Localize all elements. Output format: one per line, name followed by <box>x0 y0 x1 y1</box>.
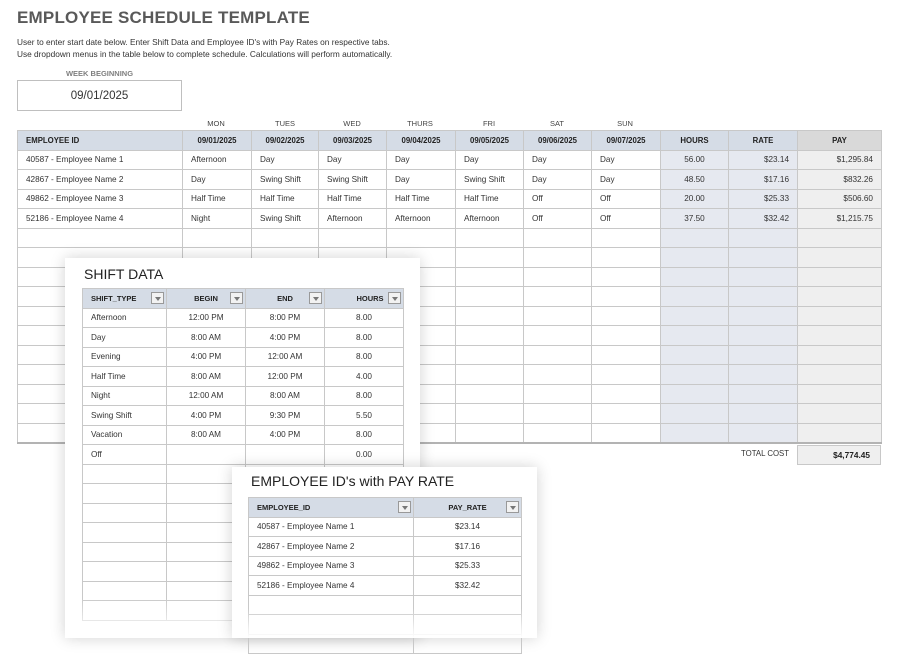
column-header: PAY <box>798 131 882 151</box>
column-header: 09/04/2025 <box>387 131 456 151</box>
table-row <box>18 209 882 229</box>
shift-cell[interactable]: Day <box>524 150 592 170</box>
shift-data-cell[interactable]: 8.00 <box>325 425 404 445</box>
table-row <box>83 367 404 387</box>
filter-dropdown-icon[interactable] <box>309 292 322 304</box>
column-header: 09/06/2025 <box>524 131 592 151</box>
shift-cell[interactable]: Day <box>252 150 319 170</box>
column-header: 09/01/2025 <box>183 131 252 151</box>
shift-data-cell[interactable]: Swing Shift <box>83 406 167 426</box>
shift-data-cell[interactable] <box>83 484 167 504</box>
shift-cell[interactable] <box>456 345 524 365</box>
shift-cell[interactable]: Half Time <box>319 189 387 209</box>
shift-cell[interactable]: Off <box>524 189 592 209</box>
table-row <box>249 556 522 576</box>
shift-cell[interactable]: Half Time <box>456 189 524 209</box>
hours-cell <box>661 248 729 268</box>
filter-dropdown-icon[interactable] <box>398 501 411 513</box>
shift-cell[interactable] <box>456 267 524 287</box>
shift-data-cell[interactable]: 8.00 <box>325 386 404 406</box>
shift-data-cell[interactable]: 8:00 AM <box>167 328 246 348</box>
column-header: 09/02/2025 <box>252 131 319 151</box>
filter-dropdown-icon[interactable] <box>151 292 164 304</box>
shift-cell[interactable] <box>252 228 319 248</box>
day-name: MON <box>207 119 225 128</box>
shift-cell[interactable]: Swing Shift <box>252 170 319 190</box>
employee-cell[interactable]: 40587 - Employee Name 1 <box>18 150 183 170</box>
shift-cell[interactable] <box>456 423 524 443</box>
pay-rate-panel <box>232 467 537 638</box>
rate-cell <box>729 345 798 365</box>
shift-cell[interactable]: Swing Shift <box>252 209 319 229</box>
column-header <box>325 289 404 309</box>
shift-cell[interactable] <box>524 365 592 385</box>
pay-rate-cell[interactable]: $17.16 <box>414 537 522 557</box>
shift-data-cell[interactable]: 8:00 AM <box>167 425 246 445</box>
shift-cell[interactable] <box>456 228 524 248</box>
day-name: THURS <box>407 119 433 128</box>
shift-cell[interactable]: Afternoon <box>387 209 456 229</box>
pay-cell <box>798 267 882 287</box>
shift-cell[interactable] <box>592 287 661 307</box>
shift-cell[interactable]: Day <box>524 170 592 190</box>
shift-cell[interactable]: Day <box>456 150 524 170</box>
shift-data-cell[interactable]: 0.00 <box>325 445 404 465</box>
pay-cell <box>798 365 882 385</box>
column-header: RATE <box>729 131 798 151</box>
shift-cell[interactable]: Off <box>592 209 661 229</box>
rate-cell: $17.16 <box>729 170 798 190</box>
shift-cell[interactable] <box>456 326 524 346</box>
shift-cell[interactable] <box>592 228 661 248</box>
shift-cell[interactable]: Half Time <box>387 189 456 209</box>
shift-data-cell[interactable]: 8:00 AM <box>246 386 325 406</box>
shift-data-cell[interactable]: 12:00 PM <box>167 308 246 328</box>
shift-cell[interactable] <box>387 228 456 248</box>
shift-cell[interactable] <box>524 404 592 424</box>
shift-cell[interactable] <box>456 306 524 326</box>
rate-cell <box>729 306 798 326</box>
shift-cell[interactable]: Afternoon <box>319 209 387 229</box>
table-row <box>249 537 522 557</box>
shift-data-cell[interactable]: Night <box>83 386 167 406</box>
column-header-label: END <box>277 293 293 303</box>
shift-cell[interactable]: Afternoon <box>183 150 252 170</box>
column-header <box>83 289 167 309</box>
page-title: EMPLOYEE SCHEDULE TEMPLATE <box>17 8 310 27</box>
pay-cell <box>798 228 882 248</box>
hours-cell <box>661 345 729 365</box>
table-row <box>249 517 522 537</box>
instruction-line: User to enter start date below. Enter Shift Data and Employee ID's with Pay Rates on respective tabs. <box>17 37 390 47</box>
pay-cell <box>798 287 882 307</box>
shift-cell[interactable] <box>592 326 661 346</box>
shift-data-cell[interactable]: Evening <box>83 347 167 367</box>
shift-data-cell[interactable]: Vacation <box>83 425 167 445</box>
shift-data-cell[interactable] <box>246 445 325 465</box>
employee-cell[interactable]: 52186 - Employee Name 4 <box>18 209 183 229</box>
shift-cell[interactable] <box>524 248 592 268</box>
shift-data-cell[interactable]: 12:00 AM <box>167 386 246 406</box>
shift-cell[interactable] <box>592 404 661 424</box>
hours-cell <box>661 326 729 346</box>
shift-data-cell[interactable]: 5.50 <box>325 406 404 426</box>
day-name: WED <box>343 119 361 128</box>
week-beginning-label: WEEK BEGINNING <box>65 69 134 78</box>
pay-cell <box>798 384 882 404</box>
shift-data-cell[interactable]: 4:00 PM <box>167 347 246 367</box>
rate-cell <box>729 404 798 424</box>
day-name: SUN <box>617 119 633 128</box>
table-row <box>83 347 404 367</box>
rate-cell <box>729 267 798 287</box>
table-row <box>83 425 404 445</box>
column-header: EMPLOYEE ID <box>18 131 183 151</box>
column-header <box>249 498 414 518</box>
rate-cell <box>729 365 798 385</box>
pay-cell <box>798 423 882 443</box>
shift-data-cell[interactable]: 12:00 AM <box>246 347 325 367</box>
total-cost-label: TOTAL COST <box>741 449 789 458</box>
shift-cell[interactable]: Off <box>524 209 592 229</box>
hours-cell <box>661 423 729 443</box>
table-row <box>83 328 404 348</box>
column-header-label: HOURS <box>356 293 384 303</box>
table-row <box>18 170 882 190</box>
rate-cell <box>729 423 798 443</box>
rate-cell <box>729 228 798 248</box>
shift-data-cell[interactable] <box>83 464 167 484</box>
hours-cell: 48.50 <box>661 170 729 190</box>
shift-cell[interactable]: Half Time <box>183 189 252 209</box>
shift-cell[interactable] <box>456 365 524 385</box>
hours-cell <box>661 404 729 424</box>
shift-cell[interactable] <box>592 423 661 443</box>
column-header: HOURS <box>661 131 729 151</box>
shift-data-cell[interactable] <box>83 503 167 523</box>
column-header-label: BEGIN <box>194 293 218 303</box>
pay-rate-cell[interactable]: $23.14 <box>414 517 522 537</box>
rate-cell: $32.42 <box>729 209 798 229</box>
hours-cell <box>661 267 729 287</box>
rate-cell: $23.14 <box>729 150 798 170</box>
pay-cell: $1,215.75 <box>798 209 882 229</box>
week-beginning-input[interactable]: 09/01/2025 <box>17 80 182 111</box>
shift-cell[interactable] <box>319 228 387 248</box>
table-row <box>249 576 522 596</box>
employee-cell[interactable]: 42867 - Employee Name 2 <box>18 170 183 190</box>
instruction-line: Use dropdown menus in the table below to complete schedule. Calculations will perform automatically. <box>17 48 393 59</box>
shift-cell[interactable]: Swing Shift <box>319 170 387 190</box>
shift-cell[interactable] <box>456 287 524 307</box>
employee-cell[interactable] <box>18 228 183 248</box>
shift-cell[interactable]: Day <box>183 170 252 190</box>
shift-cell[interactable] <box>524 228 592 248</box>
pay-cell: $1,295.84 <box>798 150 882 170</box>
pay-cell <box>798 306 882 326</box>
pay-cell: $506.60 <box>798 189 882 209</box>
shift-cell[interactable] <box>592 384 661 404</box>
shift-cell[interactable]: Half Time <box>252 189 319 209</box>
employee-id-cell[interactable]: 40587 - Employee Name 1 <box>249 517 414 537</box>
hours-cell: 56.00 <box>661 150 729 170</box>
shift-cell[interactable] <box>456 248 524 268</box>
column-header: 09/07/2025 <box>592 131 661 151</box>
table-row <box>18 228 882 248</box>
column-header-label: PAY_RATE <box>448 502 487 512</box>
hours-cell <box>661 384 729 404</box>
shift-cell[interactable]: Swing Shift <box>456 170 524 190</box>
shift-cell[interactable]: Off <box>592 189 661 209</box>
rate-cell <box>729 326 798 346</box>
rate-cell <box>729 384 798 404</box>
column-header: 09/05/2025 <box>456 131 524 151</box>
shift-data-cell[interactable]: Day <box>83 328 167 348</box>
shift-cell[interactable] <box>524 267 592 287</box>
shift-data-cell[interactable]: 8.00 <box>325 328 404 348</box>
table-row <box>83 308 404 328</box>
table-row <box>18 189 882 209</box>
employee-id-cell[interactable]: 42867 - Employee Name 2 <box>249 537 414 557</box>
day-name: TUES <box>274 119 295 128</box>
shift-cell[interactable] <box>456 404 524 424</box>
pay-cell <box>798 326 882 346</box>
column-header-label: EMPLOYEE_ID <box>257 502 311 512</box>
employee-cell[interactable]: 49862 - Employee Name 3 <box>18 189 183 209</box>
day-name: FRI <box>482 119 496 128</box>
shift-data-cell[interactable] <box>83 562 167 582</box>
shift-data-cell[interactable]: 4:00 PM <box>167 406 246 426</box>
shift-data-cell[interactable]: 8.00 <box>325 308 404 328</box>
instructions <box>17 37 392 60</box>
hours-cell <box>661 306 729 326</box>
column-header-label: SHIFT_TYPE <box>91 293 137 303</box>
shift-cell[interactable] <box>592 345 661 365</box>
pay-cell <box>798 404 882 424</box>
hours-cell <box>661 228 729 248</box>
table-row <box>18 150 882 170</box>
shift-data-cell[interactable]: 8.00 <box>325 347 404 367</box>
column-header <box>167 289 246 309</box>
shift-cell[interactable]: Day <box>387 150 456 170</box>
shift-cell[interactable]: Afternoon <box>456 209 524 229</box>
table-row <box>83 445 404 465</box>
shift-cell[interactable] <box>524 326 592 346</box>
rate-cell <box>729 248 798 268</box>
shift-data-cell[interactable]: Off <box>83 445 167 465</box>
column-header: 09/03/2025 <box>319 131 387 151</box>
shift-data-cell[interactable]: 4:00 PM <box>246 328 325 348</box>
shift-cell[interactable] <box>524 345 592 365</box>
shift-data-cell[interactable]: 8:00 PM <box>246 308 325 328</box>
shift-cell[interactable] <box>592 267 661 287</box>
shift-data-cell[interactable] <box>83 523 167 543</box>
shift-cell[interactable] <box>524 423 592 443</box>
shift-cell[interactable] <box>592 248 661 268</box>
shift-cell[interactable]: Day <box>319 150 387 170</box>
employee-id-cell[interactable]: 49862 - Employee Name 3 <box>249 556 414 576</box>
pay-rate-title: EMPLOYEE ID's with PAY RATE <box>251 473 455 489</box>
shift-data-title: SHIFT DATA <box>84 266 164 282</box>
pay-rate-cell[interactable]: $32.42 <box>414 576 522 596</box>
rate-cell: $25.33 <box>729 189 798 209</box>
fade-overlay <box>232 608 537 638</box>
shift-data-cell[interactable] <box>83 542 167 562</box>
shift-cell[interactable] <box>524 287 592 307</box>
filter-dropdown-icon[interactable] <box>230 292 243 304</box>
pay-cell: $832.26 <box>798 170 882 190</box>
pay-rate-cell[interactable]: $25.33 <box>414 556 522 576</box>
filter-dropdown-icon[interactable] <box>506 501 519 513</box>
shift-data-cell[interactable]: 8:00 AM <box>167 367 246 387</box>
shift-data-cell[interactable]: Afternoon <box>83 308 167 328</box>
shift-cell[interactable]: Day <box>592 170 661 190</box>
shift-cell[interactable] <box>524 306 592 326</box>
shift-cell[interactable] <box>456 384 524 404</box>
column-header <box>246 289 325 309</box>
rate-cell <box>729 287 798 307</box>
table-row <box>83 386 404 406</box>
shift-cell[interactable]: Night <box>183 209 252 229</box>
shift-data-cell[interactable]: 9:30 PM <box>246 406 325 426</box>
shift-cell[interactable] <box>183 228 252 248</box>
pay-cell <box>798 345 882 365</box>
day-name: SAT <box>549 119 565 128</box>
column-header <box>414 498 522 518</box>
pay-cell <box>798 248 882 268</box>
shift-data-cell[interactable]: Half Time <box>83 367 167 387</box>
shift-cell[interactable] <box>592 365 661 385</box>
shift-data-cell[interactable] <box>167 445 246 465</box>
shift-data-cell[interactable]: 12:00 PM <box>246 367 325 387</box>
hours-cell <box>661 287 729 307</box>
shift-cell[interactable]: Day <box>592 150 661 170</box>
hours-cell: 20.00 <box>661 189 729 209</box>
filter-dropdown-icon[interactable] <box>388 292 401 304</box>
shift-cell[interactable]: Day <box>387 170 456 190</box>
hours-cell: 37.50 <box>661 209 729 229</box>
shift-cell[interactable] <box>592 306 661 326</box>
shift-data-cell[interactable]: 4.00 <box>325 367 404 387</box>
shift-cell[interactable] <box>524 384 592 404</box>
shift-data-cell[interactable]: 4:00 PM <box>246 425 325 445</box>
hours-cell <box>661 365 729 385</box>
table-row <box>83 406 404 426</box>
total-cost-value: $4,774.45 <box>797 445 881 465</box>
employee-id-cell[interactable]: 52186 - Employee Name 4 <box>249 576 414 596</box>
